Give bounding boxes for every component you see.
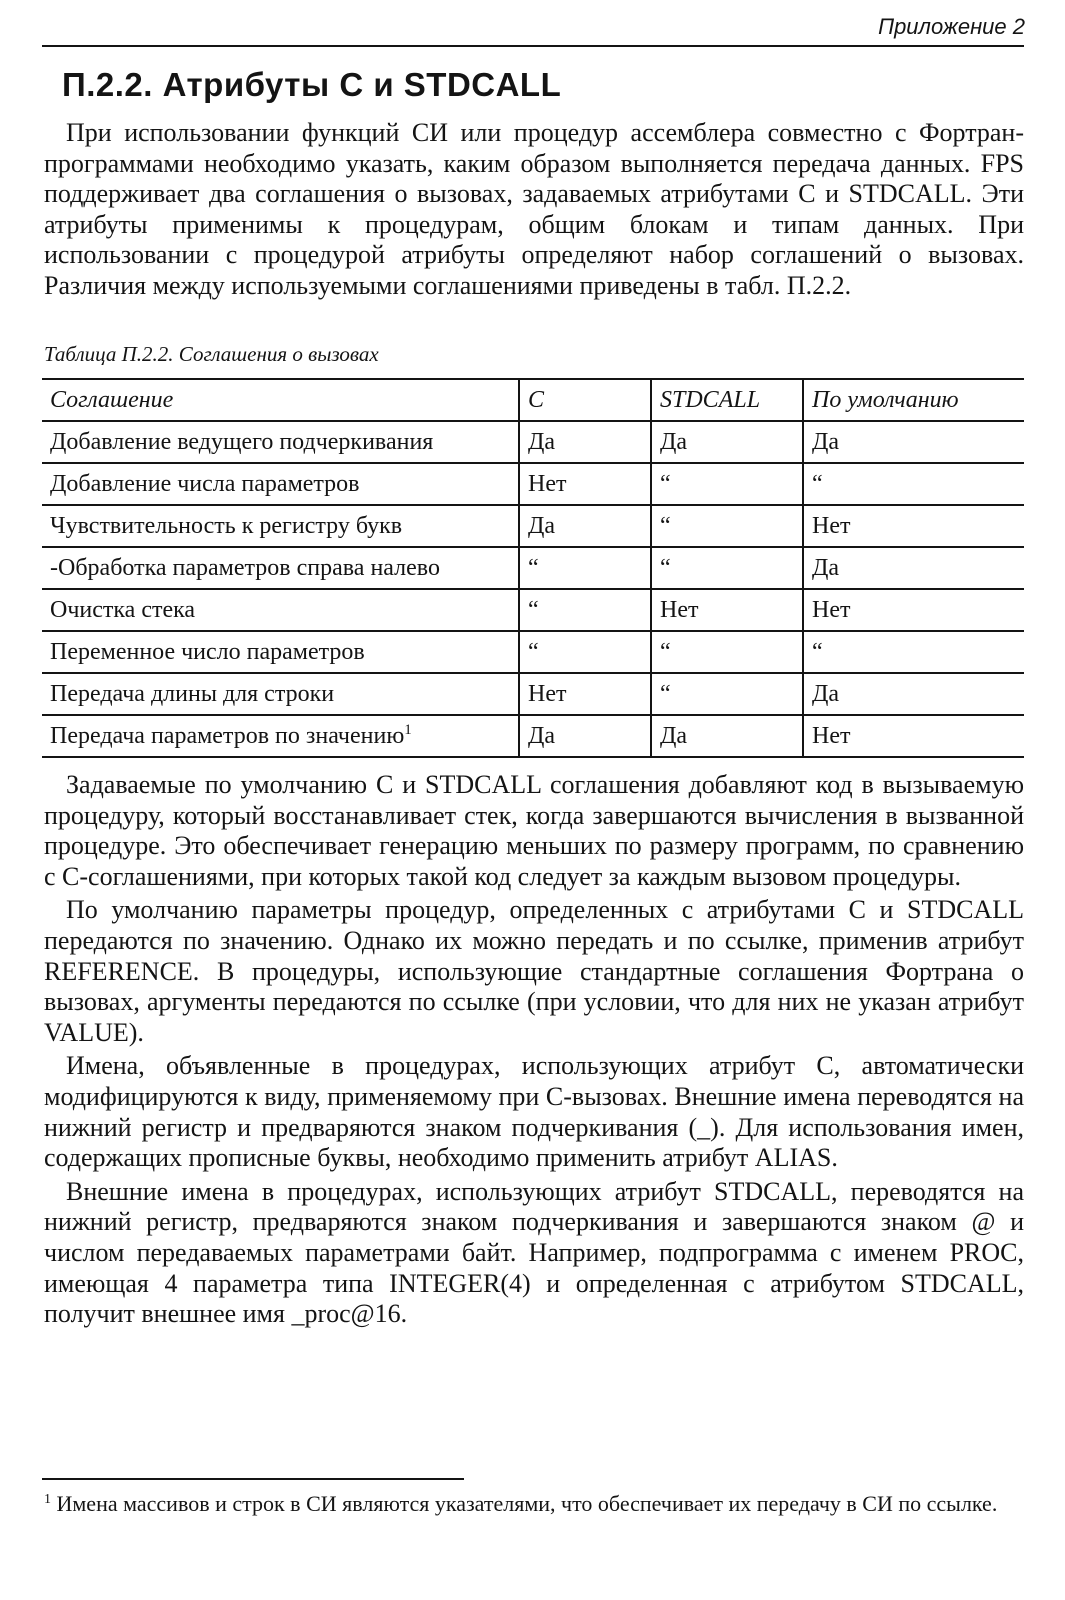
cell-stdcall: “ (651, 547, 803, 589)
header-convention: Соглашение (42, 379, 519, 421)
cell-default: Да (803, 421, 1024, 463)
cell-c: Да (519, 505, 651, 547)
cell-default: “ (803, 463, 1024, 505)
footnote (44, 1490, 1024, 1518)
header-stdcall: STDCALL (651, 379, 803, 421)
table-row (42, 589, 1024, 631)
header-rule (42, 45, 1024, 47)
intro-paragraph: При использовании функций СИ или процедур ассемблера совместно с Фортран-программами необходимо указать, каким образом выполняется передача данных. FPS поддерживает два соглашения о вызовах, задаваемых атрибутами С и STDCALL. Эти атрибуты применимы к процедурам, общим блокам и типам данных. При использовании с процедурой атрибуты определяют набор соглашений о вызовах. Различия между используемыми соглашениями приведены в табл. П.2.2. (44, 118, 1024, 300)
row-label: -Обработка параметров справа налево (42, 547, 519, 589)
row-label-text: Передача параметров по значению (50, 722, 405, 749)
section-title: П.2.2. Атрибуты С и STDCALL (62, 66, 562, 103)
table-row (42, 547, 1024, 589)
cell-c: “ (519, 547, 651, 589)
cell-stdcall: Нет (651, 589, 803, 631)
cell-c: “ (519, 589, 651, 631)
row-label: Чувствительность к регистру букв (42, 505, 519, 547)
table-row (42, 673, 1024, 715)
footnote-ref: 1 (404, 721, 412, 738)
cell-default: Нет (803, 715, 1024, 757)
paragraph: По умолчанию параметры процедур, определенных с атрибутами С и STDCALL передаются по значению. Однако их можно передать и по ссылке, применив атрибут REFERENCE. В процедуры, использующие стандартные соглашения Фортрана о вызовах, аргументы передаются по ссылке (при условии, что для них не указан атрибут VALUE). (44, 895, 1024, 1047)
row-label: Очистка стека (42, 589, 519, 631)
cell-c: Нет (519, 673, 651, 715)
paragraph: Задаваемые по умолчанию С и STDCALL соглашения добавляют код в вызываемую процедуру, который восстанавливает стек, когда завершаются вычисления в вызванной процедуре. Это обеспечивает генерацию меньших по размеру программ, по сравнению с С-соглашениями, при которых такой код следует за каждым вызовом процедуры. (44, 770, 1024, 891)
footnote-text: Имена массивов и строк в СИ являются указателями, что обеспечивает их передачу в СИ по ссылке. (56, 1491, 998, 1516)
header-default: По умолчанию (803, 379, 1024, 421)
footnote-rule (42, 1478, 464, 1480)
cell-stdcall: “ (651, 505, 803, 547)
table-row (42, 715, 1024, 757)
table-caption: Таблица П.2.2. Соглашения о вызовах (44, 342, 379, 366)
cell-stdcall: “ (651, 673, 803, 715)
cell-default: Да (803, 673, 1024, 715)
cell-default: Да (803, 547, 1024, 589)
body-text (44, 770, 1024, 1330)
row-label: Добавление ведущего подчеркивания (42, 421, 519, 463)
cell-stdcall: Да (651, 715, 803, 757)
row-label: Передача длины для строки (42, 673, 519, 715)
cell-c: Да (519, 715, 651, 757)
table-row (42, 631, 1024, 673)
row-label (42, 715, 519, 757)
paragraph: Внешние имена в процедурах, использующих атрибут STDCALL, переводятся на нижний регистр, предваряются знаком подчеркивания и завершаются знаком @ и числом передаваемых параметрами байт. Например, подпрограмма с именем PROC, имеющая 4 параметра типа INTEGER(4) и определенная с атрибутом STDCALL, получит внешнее имя _proc@16. (44, 1176, 1024, 1329)
cell-c: Да (519, 421, 651, 463)
cell-default: Нет (803, 589, 1024, 631)
cell-c: Нет (519, 463, 651, 505)
cell-default: Нет (803, 505, 1024, 547)
running-head: Приложение 2 (878, 14, 1025, 39)
row-label: Переменное число параметров (42, 631, 519, 673)
cell-stdcall: “ (651, 463, 803, 505)
intro-block (44, 118, 1024, 302)
table-header-row (42, 379, 1024, 421)
cell-c: “ (519, 631, 651, 673)
cell-stdcall: “ (651, 631, 803, 673)
table-row (42, 463, 1024, 505)
table-row (42, 421, 1024, 463)
conventions-table (42, 378, 1024, 758)
paragraph: Имена, объявленные в процедурах, использующих атрибут С, автоматически модифицируются к виду, применяемому при С-вызовах. Внешние имена переводятся на нижний регистр и предваряются знаком подчеркивания (_). Для использования имен, содержащих прописные буквы, необходимо применить атрибут ALIAS. (44, 1051, 1024, 1173)
cell-stdcall: Да (651, 421, 803, 463)
table-row (42, 505, 1024, 547)
cell-default: “ (803, 631, 1024, 673)
row-label: Добавление числа параметров (42, 463, 519, 505)
footnote-mark: 1 (44, 1492, 51, 1507)
header-c: C (519, 379, 651, 421)
